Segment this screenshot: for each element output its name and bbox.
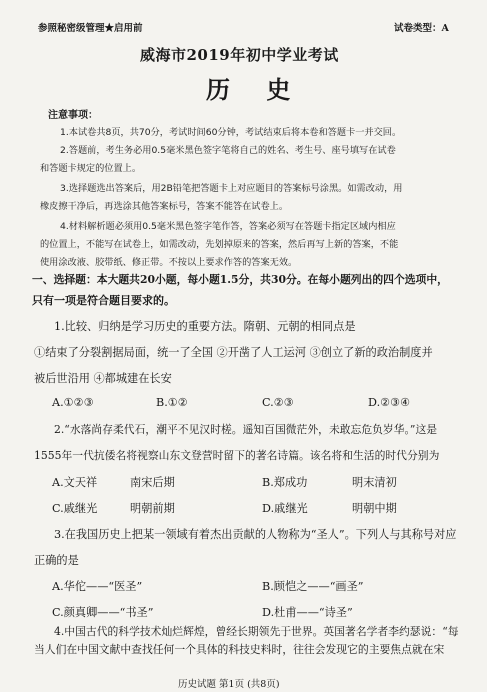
note-line: 4.材料解析题必须用0.5毫米黑色签字笔作答，答案必须写在答题卡指定区域内相应 <box>60 221 396 232</box>
q3-option-a: A.华佗——“医圣” <box>52 580 143 593</box>
q2-option-d: D.戚继光 <box>262 502 308 515</box>
note-line: 3.选择题选出答案后，用2B铅笔把答题卡上对应题目的答案标号涂黑。如需改动，用 <box>60 183 403 194</box>
q1-option-a: A.①②③ <box>52 396 94 409</box>
note-line: 1.本试卷共8页，共70分，考试时间60分钟，考试结束后将本卷和答题卡一并交回。 <box>60 127 402 138</box>
note-line: 和答题卡规定的位置上。 <box>40 163 142 174</box>
page-footer: 历史试题 第1页 (共8页) <box>178 679 280 690</box>
q3-option-c: C.颜真卿——“书圣” <box>52 606 154 619</box>
q1-stem: 1.比较、归纳是学习历史的重要方法。隋朝、元朝的相同点是 <box>54 320 356 333</box>
q2-option-c: C.戚继光 <box>52 502 98 515</box>
q1-items: ①结束了分裂割据局面，统一了全国 ②开凿了人工运河 ③创立了新的政治制度并 <box>34 346 433 359</box>
notes-heading: 注意事项： <box>48 110 98 121</box>
note-line: 2.答题前，考生务必用0.5毫米黑色签字笔将自己的姓名、考生号、座号填写在试卷 <box>60 145 396 156</box>
section-heading-cont: 只有一项是符合题目要求的。 <box>32 294 175 307</box>
q4-stem: 4.中国古代的科学技术灿烂辉煌，曾经长期领先于世界。英国著名学者李约瑟说：“每 <box>54 625 459 638</box>
q2-stem-cont: 1555年一代抗倭名将视察山东文登营时留下的著名诗篇。该名将和生活的时代分别为 <box>34 449 440 462</box>
q4-stem-cont: 当人们在中国文献中查找任何一个具体的科技史料时，往往会发现它的主要焦点就在宋 <box>34 643 445 656</box>
q1-option-c: C.②③ <box>262 396 294 409</box>
q2-option-c-era: 明朝前期 <box>130 502 175 515</box>
note-line: 使用涂改液、胶带纸、修正带。不按以上要求作答的答案无效。 <box>40 257 298 268</box>
q3-option-b: B.顾恺之——“画圣” <box>262 580 364 593</box>
section-heading: 一、选择题：本大题共20小题，每小题1.5分，共30分。在每小题列出的四个选项中， <box>32 273 448 286</box>
q3-stem-cont: 正确的是 <box>34 554 79 567</box>
q2-stem: 2.“水落尚存柔代石，潮平不见汉时槎。遥知百国微茫外，未敢忘危负岁华。”这是 <box>54 423 438 436</box>
q3-stem: 3.在我国历史上把某一领域有着杰出贡献的人物称为“圣人”。下列人与其称号对应 <box>54 528 457 541</box>
q1-option-b: B.①② <box>156 396 188 409</box>
subject-title: 历 史 <box>206 75 305 104</box>
confidentiality-label: 参照秘密级管理★启用前 <box>38 23 143 34</box>
q2-option-a: A.文天祥 <box>52 476 98 489</box>
q2-option-d-era: 明朝中期 <box>352 502 397 515</box>
q1-option-d: D.②③④ <box>368 396 411 409</box>
q2-option-b-era: 明末清初 <box>352 476 397 489</box>
q2-option-b: B.郑成功 <box>262 476 308 489</box>
q1-items-cont: 被后世沿用 ④都城建在长安 <box>34 372 172 385</box>
q2-option-a-era: 南宋后期 <box>130 476 175 489</box>
q3-option-d: D.杜甫——“诗圣” <box>262 606 353 619</box>
paper-type-label: 试卷类型：A <box>394 23 449 34</box>
note-line: 的位置上，不能写在试卷上，如需改动，先划掉原来的答案，然后再写上新的答案，不能 <box>40 239 399 250</box>
exam-title: 威海市2019年初中学业考试 <box>140 46 339 64</box>
note-line: 橡皮擦干净后，再选涂其他答案标号，答案不能答在试卷上。 <box>40 201 289 212</box>
